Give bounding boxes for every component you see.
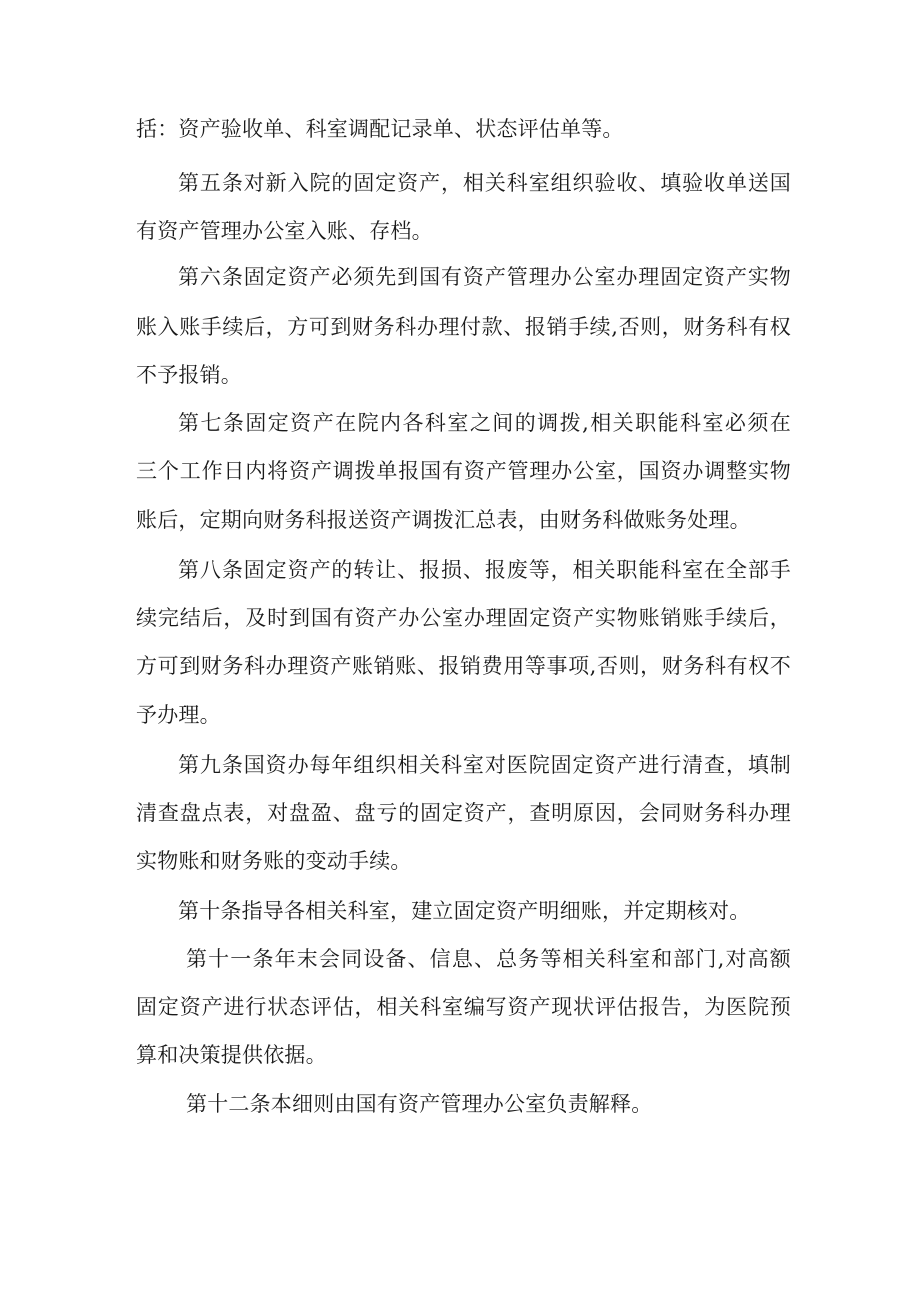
text-line: 不予报销。 <box>136 363 242 387</box>
text-line: 第七条固定资产在院内各科室之间的调拨,相关职能科室必须在 <box>178 411 791 435</box>
text-line: 第六条固定资产必须先到国有资产管理办公室办理固定资产实物 <box>178 265 791 289</box>
text-line: 第八条固定资产的转让、报损、报废等，相关职能科室在全部手 <box>178 558 791 582</box>
text-line: 有资产管理办公室入账、存档。 <box>136 219 433 243</box>
text-line: 三个工作日内将资产调拨单报国有资产管理办公室，国资办调整实物 <box>136 459 791 483</box>
text-line: 实物账和财务账的变动手续。 <box>136 849 412 873</box>
text-line: 清查盘点表，对盘盈、盘亏的固定资产，查明原因，会同财务科办理 <box>136 801 791 825</box>
text-line: 方可到财务科办理资产账销账、报销费用等事项,否则，财务科有权不 <box>136 654 791 678</box>
text-line: 第九条国资办每年组织相关科室对医院固定资产进行清查，填制 <box>178 753 791 777</box>
text-line: 第十二条本细则由国有资产管理办公室负责解释。 <box>186 1092 653 1116</box>
text-line: 账入账手续后，方可到财务科办理付款、报销手续,否则，财务科有权 <box>136 315 791 339</box>
text-line: 第十一条年末会同设备、信息、总务等相关科室和部门,对高额 <box>186 947 791 971</box>
text-line: 续完结后，及时到国有资产办公室办理固定资产实物账销账手续后， <box>136 606 791 630</box>
text-line: 第五条对新入院的固定资产，相关科室组织验收、填验收单送国 <box>178 171 791 195</box>
text-line: 第十条指导各相关科室，建立固定资产明细账，并定期核对。 <box>178 899 751 923</box>
text-line: 予办理。 <box>136 703 221 727</box>
text-line: 括：资产验收单、科室调配记录单、状态评估单等。 <box>136 117 624 141</box>
text-line: 账后，定期向财务科报送资产调拨汇总表，由财务科做账务处理。 <box>136 508 751 532</box>
text-line: 固定资产进行状态评估，相关科室编写资产现状评估报告，为医院预 <box>136 995 791 1019</box>
text-line: 算和决策提供依据。 <box>136 1043 327 1067</box>
